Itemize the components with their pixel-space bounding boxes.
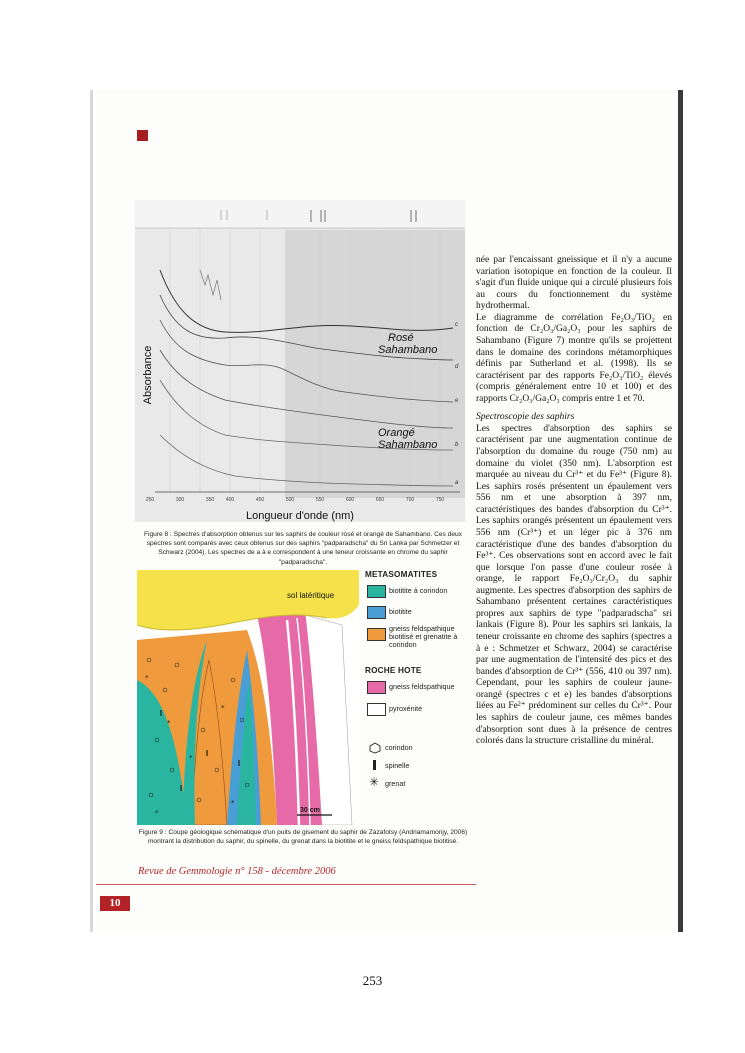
- journal-rule: [96, 884, 476, 885]
- x-tick-label: 450: [255, 497, 265, 503]
- legend-swatch-gneiss-biotitise: [367, 628, 386, 641]
- paragraph: Les spectres d'absorption des saphirs se caractérisent par une augmentation continue de l'absorption du domaine du rouge (750 nm) au domaine du violet (350 nm). L'absorption est marquée au niveau du Cr³⁺ et du Fe³⁺ (Figure 8). Les saphirs rosés présentent un épaulement vers 556 nm et une absorption à 397 nm, caractéristiques des bandes d'absorption du Cr³⁺. Les saphirs orangés présentent un épaulement vers 556 nm (Cr³⁺) et un léger pic à 376 nm caractéristique d'une des bandes d'absorption du Fe³⁺. Ces observations sont en accord avec le fait que lorsque l'on passe d'une couleur rosée à orange, le rapport Fe₂O₃/Cr₂O₃ du saphir augmente. Les spectres d'absorption des saphirs de Sahambano présentent certaines caractéristiques propres aux saphirs de type "padparadscha" sri lankais (Figure 8). Pour les saphirs sri lankais, la teneur croissante en chrome des saphirs (spectres a à e : Schmetzer et Schwarz, 2004) se caractérise par une augmentation de l'intensité des pics et des bandes d'absorption de Cr³⁺ (556, 410 ou 397 nm). Cependant, pour les saphirs de couleur jaune-orangé (spectres c et e) les bandes d'absorptions liées au Fe²⁺ prédominent sur celles du Cr³⁺. Pour les saphirs de couleur jaune, ces mêmes bandes d'absorption sont dues à la présence de centres colorés dans la structure cristalline du minéral.: [476, 423, 672, 747]
- x-tick-label: 650: [375, 497, 385, 503]
- legend-label: spinelle: [385, 761, 410, 770]
- grenat-symbol-icon: ✳: [369, 775, 380, 789]
- soil-label: sol latéritique: [287, 591, 335, 600]
- legend-label: grenat: [385, 779, 406, 788]
- page-edge: [678, 90, 683, 932]
- legend-label: biotitite à corindon: [389, 586, 448, 595]
- scale-label: 30 cm: [300, 807, 320, 814]
- legend-label: corindon: [385, 743, 413, 752]
- svg-text:*: *: [155, 809, 159, 817]
- curve-label-rose-line1: Rosé: [388, 332, 414, 344]
- legend-label: pyroxénite: [389, 704, 423, 713]
- y-axis-label: Absorbance: [142, 345, 154, 405]
- legend-swatch-pyroxenite: [367, 703, 386, 716]
- absorption-spectrum-figure: [135, 200, 465, 522]
- figure-8-caption: Figure 8 : Spectres d'absorption obtenus sur les saphirs de couleur rosé et orangé de Sahambano. Ces deux spectres sont comparés avec ceux obtenus sur des saphirs "padparadscha" du Sri Lanka par Schmetzer et Schwarz (2004). Les spectres de a à e correspondent à une teneur croissante en chrome du saphir "padparadscha".: [144, 531, 462, 566]
- figure-9-caption: Figure 9 : Coupe géologique schématique d'un puits de gisement du saphir de Zazafotsy (Andriamamonjy, 2006) montrant la distribution du saphir, du spinelle, du grenat dans la biotitite et le gneiss feldspathique biotitisé.: [138, 829, 468, 846]
- legend-heading-roche-hote: ROCHE HOTE: [365, 666, 422, 675]
- x-tick-label: 700: [405, 497, 415, 503]
- x-tick-label: 400: [225, 497, 235, 503]
- journal-title: Revue de Gemmologie n° 158 - décembre 2006: [138, 866, 336, 877]
- body-text-column: [476, 255, 672, 748]
- spectre-letter-c: c: [455, 322, 458, 328]
- x-tick-label: 550: [315, 497, 325, 503]
- corindon-symbol-icon: [369, 742, 381, 754]
- page-number: 253: [362, 973, 383, 988]
- spectre-letter-b: b: [455, 442, 459, 448]
- svg-text:*: *: [231, 799, 235, 807]
- paragraph: née par l'encaissant gneissique et il n'y a aucune variation isotopique en fonction de la couleur. Il s'agit d'un fluide unique qui a circulé plusieurs fois au cours du fonctionnement du système hydrothermal.: [476, 255, 672, 312]
- x-tick-label: 250: [145, 497, 155, 503]
- spectre-letter-e: e: [455, 398, 459, 404]
- geological-section-figure: [137, 570, 359, 825]
- curve-label-rose-line2: Sahambano: [378, 344, 438, 356]
- spectre-letter-d: d: [455, 364, 459, 370]
- legend-label: biotitite: [389, 607, 412, 616]
- legend-swatch-biotitite: [367, 606, 386, 619]
- spectre-letter-a: a: [455, 480, 459, 486]
- legend-label: gneiss feldspathique biotitisé et grenatite à corindon: [389, 624, 458, 649]
- x-tick-label: 600: [345, 497, 355, 503]
- paragraph: Le diagramme de corrélation Fe₂O₃/TiO₂ en fonction de Cr₂O₃/Ga₂O₃ pour les saphirs de Sahambano (Figure 7) montre qu'ils se projettent dans le domaine des corindons métamorphiques définis par Sutherland et al. (1998). Ils se caractérisent par des rapports Fe₂O₃/TiO₂ élevés (compris généralement entre 10 et 100) et des rapports Cr₂O₃/Ga₂O₃ compris entre 1 et 70.: [476, 312, 672, 404]
- x-tick-label: 500: [285, 497, 295, 503]
- page-badge: 10: [100, 896, 130, 911]
- legend-swatch-gneiss-feldspathique: [367, 681, 386, 694]
- spinelle-symbol-icon: [373, 760, 376, 770]
- geological-legend: [365, 570, 475, 825]
- section-marker: [137, 130, 148, 141]
- x-tick-label: 300: [175, 497, 185, 503]
- legend-heading-metasomatites: METASOMATITES: [365, 570, 438, 579]
- x-axis-label: Longueur d'onde (nm): [246, 510, 354, 522]
- curve-label-orange-line2: Sahambano: [378, 439, 438, 451]
- x-tick-label: 750: [435, 497, 445, 503]
- svg-text:*: *: [167, 719, 171, 727]
- legend-label: gneiss feldspathique: [389, 682, 455, 691]
- section-heading: Spectroscopie des saphirs: [476, 412, 575, 423]
- page-shadow: [90, 90, 93, 932]
- curve-label-orange-line1: Orangé: [378, 427, 415, 439]
- svg-text:*: *: [189, 754, 193, 762]
- x-tick-label: 350: [205, 497, 215, 503]
- legend-swatch-biotitite-corindon: [367, 585, 386, 598]
- svg-text:*: *: [221, 704, 225, 712]
- svg-text:*: *: [145, 674, 149, 682]
